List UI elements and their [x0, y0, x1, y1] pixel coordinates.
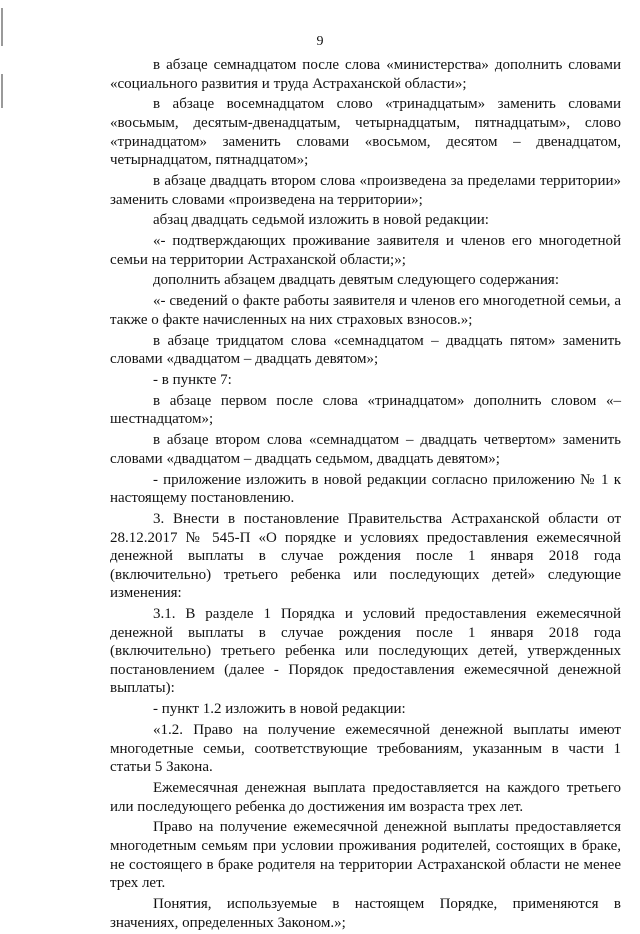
document-body [110, 56, 621, 934]
paragraph: «1.2. Право на получение ежемесячной денежной выплаты имеют многодетные семьи, соответствующие требованиям, указанным в части 1 статьи 5 Закона. [110, 722, 621, 776]
paragraph: 3. Внести в постановление Правительства Астраханской области от 28.12.2017 № 545-П «О порядке и условиях предоставления ежемесячной денежной выплаты в случае рождения после 1 января 2018 года (включительно) третьего ребенка или последующих детей» следующие изменения: [110, 510, 621, 602]
paragraph: 3.1. В разделе 1 Порядка и условий предоставления ежемесячной денежной выплаты в случае рождения после 1 января 2018 года (включительно) третьего ребенка или последующих детей, утвержденных постановлением (далее - Порядок предоставления ежемесячной денежной выплаты): [110, 606, 621, 697]
paragraph: в абзаце семнадцатом после слова «министерства» дополнить словами «социального развития и труда Астраханской области»; [110, 57, 621, 92]
paragraph: Ежемесячная денежная выплата предоставляется на каждого третьего или последующего ребенка до достижения им возраста трех лет. [110, 779, 621, 815]
paragraph: в абзаце тридцатом слова «семнадцатом – двадцать пятом» заменить словами «двадцатом – двадцать девятом»; [110, 332, 621, 368]
paragraph: - в пункте 7: [153, 372, 232, 388]
paragraph: в абзаце втором слова «семнадцатом – двадцать четвертом» заменить словами «двадцатом – двадцать седьмом, двадцать девятом»; [110, 432, 621, 467]
paragraph: - пункт 1.2 изложить в новой редакции: [153, 701, 406, 718]
page-number: 9 [316, 34, 324, 49]
paragraph: Право на получение ежемесячной денежной выплаты предоставляется многодетным семьям при условии проживания родителей, состоящих в браке, не состоящего в браке родителя на территории Астраханской области не менее трех лет. [110, 819, 621, 892]
paragraph: в абзаце двадцать втором слова «произведена за пределами территории» заменить словами «произведена на территории»; [110, 172, 621, 208]
paragraph: в абзаце восемнадцатом слово «тринадцатым» заменить словами «восьмым, десятым-двенадцатым, четырнадцатым, пятнадцатым», слово «тринадцатом» заменить словами «восьмом, десятом – двенадцатом, четырнадцатом, пятнадцатом»; [110, 96, 621, 169]
paragraph: Понятия, используемые в настоящем Порядке, применяются в значениях, определенных Законом.»; [110, 895, 621, 931]
paragraph: - приложение изложить в новой редакции согласно приложению № 1 к настоящему постановлению. [110, 471, 621, 507]
scan-edge-mark [1, 74, 3, 108]
paragraph: абзац двадцать седьмой изложить в новой редакции: [153, 212, 489, 229]
paragraph: «- подтверждающих проживание заявителя и членов его многодетной семьи на территории Астраханской области;»; [110, 233, 621, 268]
paragraph: в абзаце первом после слова «тринадцатом» дополнить словом «– шестнадцатом»; [110, 392, 621, 428]
paragraph: «- сведений о факте работы заявителя и членов его многодетной семьи, а также о факте начисленных на них страховых взносов.»; [110, 293, 621, 328]
paragraph: дополнить абзацем двадцать девятым следующего содержания: [153, 272, 559, 289]
